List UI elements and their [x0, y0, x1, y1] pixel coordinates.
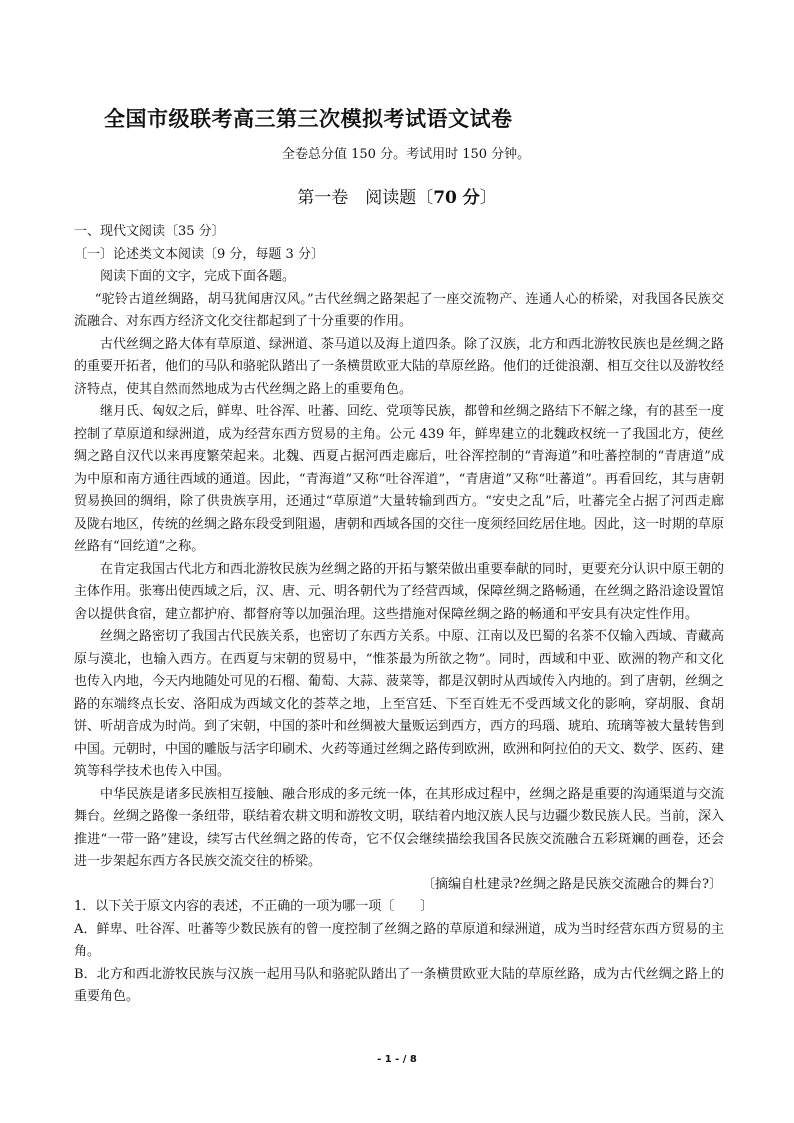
reading-instruction: 阅读下面的文字，完成下面各题。 — [100, 269, 296, 284]
document-body — [74, 221, 724, 1009]
paragraph: 古代丝绸之路大体有草原道、绿洲道、茶马道以及海上道四条。除了汉族，北方和西北游牧民族也是丝绸之路的重要开拓者，他们的马队和骆驼队踏出了一条横贯欧亚大陆的草原丝路。他们的迁徙浪潮、相互交往以及游牧经济特点，使其自然而然地成为古代丝绸之路上的重要角色。 — [74, 336, 725, 397]
page-number: - 1 - / 8 — [377, 1054, 417, 1065]
section-heading-prefix: 第一卷 阅读题〔 — [297, 188, 434, 208]
exam-title: 全国市级联考高三第三次模拟考试语文试卷 — [104, 106, 513, 131]
paragraph: 中华民族是诸多民族相互接触、融合形成的多元统一体，在其形成过程中，丝绸之路是重要的沟通渠道与交流舞台。丝绸之路像一条纽带，联结着农耕文明和游牧文明，联结着内地汉族人民与边疆少数民族人民。当前，深入推进“一带一路”建设，续写古代丝绸之路的传奇，它不仅会继续描绘我国各民族交流融合五彩斑斓的画卷，还会进一步架起东西方各民族交流交往的桥梁。 — [74, 786, 725, 869]
section-heading — [0, 183, 794, 208]
question-option: B．北方和西北游牧民族与汉族一起用马队和骆驼队踏出了一条横贯欧亚大陆的草原丝路，成为古代丝绸之路上的重要角色。 — [74, 966, 724, 1004]
section-heading-suffix: 〕 — [479, 188, 497, 208]
question-option: A．鲜卑、吐谷浑、吐蕃等少数民族有的曾一度控制了丝绸之路的草原道和绿洲道，成为当时经营东西方贸易的主角。 — [74, 921, 724, 959]
paragraph: 丝绸之路密切了我国古代民族关系，也密切了东西方关系。中原、江南以及巴蜀的名茶不仅输入西域、青藏高原与漠北，也输入西方。在西夏与宋朝的贸易中，“惟茶最为所欲之物”。同时，西域和中亚、欧洲的物产和文化也传入内地，今天内地随处可见的石榴、葡萄、大蒜、菠菜等，都是汉朝时从西域传入内地的。到了唐朝，丝绸之路的东端终点长安、洛阳成为西域文化的荟萃之地，上至宫廷、下至百姓无不受西域文化的影响，穿胡服、食胡饼、听胡音成为时尚。到了宋朝，中国的茶叶和丝绸被大量贩运到西方，西方的玛瑙、琥珀、琉璃等被大量转售到中国。元朝时，中国的雕版与活字印刷术、火药等通过丝绸之路传到欧洲，欧洲和阿拉伯的天文、数学、医药、建筑等科学技术也传入中国。 — [74, 629, 725, 779]
source-citation: 〔摘编自杜建录?丝绸之路是民族交流融合的舞台?〕 — [422, 876, 722, 892]
heading-level2: 〔一〕论述类文本阅读〔9 分，每题 3 分〕 — [74, 246, 324, 262]
paragraph: “驼铃古道丝绸路，胡马犹闻唐汉风。”古代丝绸之路架起了一座交流物产、连通人心的桥梁，对我国各民族交流融合、对东西方经济文化交往都起到了十分重要的作用。 — [74, 291, 724, 329]
exam-subtitle: 全卷总分值 150 分。考试用时 150 分钟。 — [282, 147, 531, 162]
paragraph: 继月氏、匈奴之后，鲜卑、吐谷浑、吐蕃、回纥、党项等民族，都曾和丝绸之路结下不解之缘，有的甚至一度控制了草原道和绿洲道，成为经营东西方贸易的主角。公元 439 年，鲜卑建立的北魏政权统一了我国北方，使丝绸之路自汉代以来再度繁荣起来。北魏、西夏占据河西走廊后，吐谷浑控制的“青海道”和吐蕃控制的“青唐道”成为中原和南方通往西域的通道。因此，“青海道”又称“吐谷浑道”，“青唐道”又称“吐蕃道”。再看回纥，其与唐朝贸易换回的绸绢，除了供贵族享用，还通过“草原道”大量转输到西方。“安史之乱”后，吐蕃完全占据了河西走廊及陇右地区，传统的丝绸之路东段受到阻遏，唐朝和西域各国的交往一度须经回纥居住地。因此，这一时期的草原丝路有“回纥道”之称。 — [74, 404, 725, 554]
paragraph: 在肯定我国古代北方和西北游牧民族为丝绸之路的开拓与繁荣做出重要奉献的同时，更要充分认识中原王朝的主体作用。张骞出使西域之后，汉、唐、元、明各朝代为了经营西域，保障丝绸之路畅通，在丝绸之路沿途设置馆舍以提供食宿，建立都护府、都督府等以加强治理。这些措施对保障丝绸之路的畅通和平安具有决定性作用。 — [74, 561, 725, 622]
question-stem: 1．以下关于原文内容的表述，不正确的一项为哪一项〔 〕 — [74, 899, 434, 914]
heading-level1: 一、现代文阅读〔35 分〕 — [74, 224, 225, 239]
section-heading-score: 70 分 — [433, 188, 480, 208]
